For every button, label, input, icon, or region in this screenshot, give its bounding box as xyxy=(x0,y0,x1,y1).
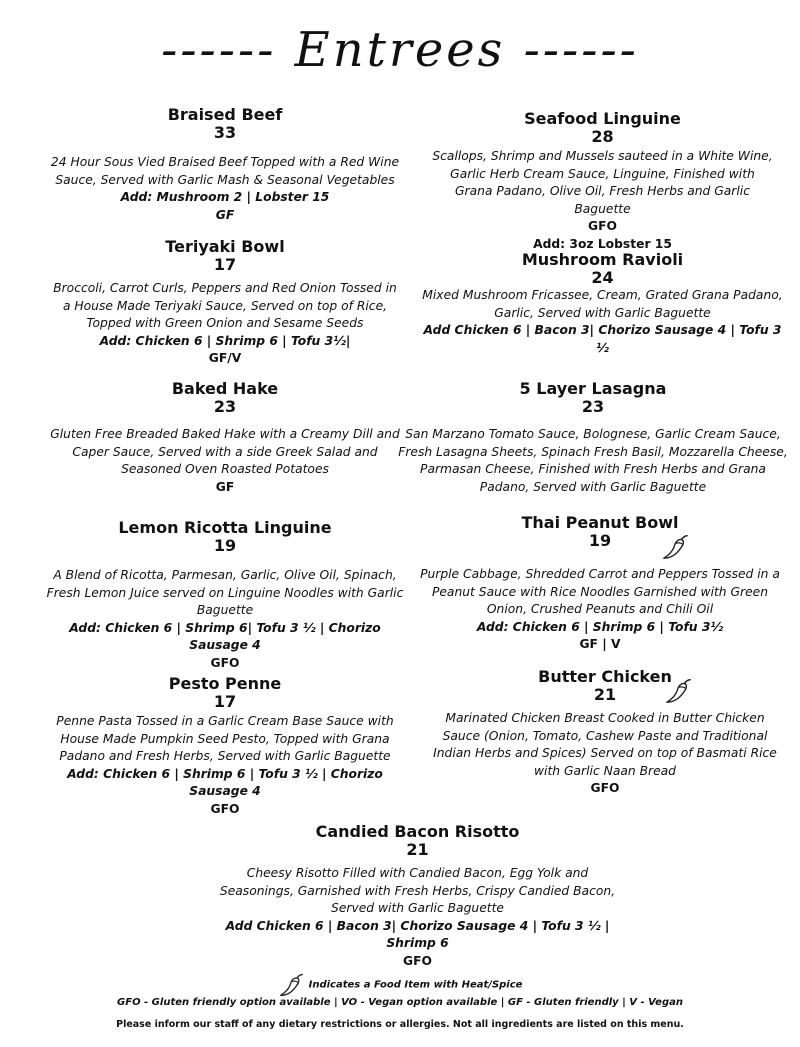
item-description: Gluten Free Breaded Baked Hake with a Creamy Dill and Caper Sauce, Served with a side Greek Salad and Seasoned Oven Roasted Potatoes xyxy=(50,427,400,477)
item-description: Scallops, Shrimp and Mussels sauteed in a White Wine, Garlic Herb Cream Sauce, Linguine, Finished with Grana Padano, Olive Oil, Fresh Herbs and Garlic Baguette xyxy=(432,149,773,216)
item-tags: GF/V xyxy=(208,351,242,366)
item-price: 24 xyxy=(591,268,614,287)
item-add-ons: Add: Chicken 6 | Shrimp 6 | Tofu 3 ½ | Chorizo Sausage 4 xyxy=(67,766,383,799)
page-title: ------ Entrees ------ xyxy=(161,22,639,78)
item-price: 17 xyxy=(213,692,237,711)
item-add-ons: Add Chicken 6 | Bacon 3| Chorizo Sausage 4 | Tofu 3 ½ | Shrimp 6 xyxy=(225,918,610,951)
allergy-notice: Please inform our staff of any dietary restrictions or allergies. Not all ingredients are listed on this menu. xyxy=(116,1019,684,1030)
item-price: 17 xyxy=(213,255,237,274)
item-price: 23 xyxy=(213,397,237,416)
menu-item-lemon-ricotta-linguine xyxy=(45,519,405,673)
chili-pepper-icon xyxy=(661,533,689,561)
item-name: Lemon Ricotta Linguine xyxy=(118,518,332,537)
item-description: Purple Cabbage, Shredded Carrot and Peppers Tossed in a Peanut Sauce with Rice Noodles Garnished with Green Onion, Crushed Peanuts and Chili Oil xyxy=(420,567,780,617)
menu-item-5-layer-lasagna xyxy=(398,380,788,496)
item-price: 21 xyxy=(406,840,429,859)
menu-item-teriyaki-bowl xyxy=(50,238,400,368)
item-price: 19 xyxy=(588,531,612,550)
item-description: Penne Pasta Tossed in a Garlic Cream Base Sauce with House Made Pumpkin Seed Pesto, Topped with Grana Padano and Fresh Herbs, Served with Garlic Baguette xyxy=(56,714,394,764)
item-tags: GFO xyxy=(403,953,432,968)
menu-item-braised-beef xyxy=(50,106,400,224)
item-description: San Marzano Tomato Sauce, Bolognese, Garlic Cream Sauce, Fresh Lasagna Sheets, Spinach Fresh Basil, Mozzarella Cheese, Parmasan Cheese, Finished with Fresh Herbs and Grana Padano, Served with Garlic Baguette xyxy=(398,427,788,494)
menu-item-seafood-linguine xyxy=(430,110,775,254)
item-name: Pesto Penne xyxy=(168,674,282,693)
item-name: Mushroom Ravioli xyxy=(521,250,684,269)
item-description: Cheesy Risotto Filled with Candied Bacon, Egg Yolk and Seasonings, Garnished with Fresh Herbs, Crispy Candied Bacon, Served with Garlic Baguette xyxy=(219,866,616,916)
item-tags: GFO xyxy=(210,801,240,816)
chili-pepper-icon xyxy=(278,972,304,998)
dietary-legend: GFO - Gluten friendly option available | VO - Vegan option available | GF - Gluten friendly | V - Vegan xyxy=(117,997,683,1008)
item-name: Baked Hake xyxy=(171,379,279,398)
item-tags: GF | V xyxy=(579,637,621,652)
item-price: 33 xyxy=(213,123,237,142)
item-add-ons: Add: 3oz Lobster 15 xyxy=(533,236,672,251)
item-tags: GFO xyxy=(210,655,240,670)
item-description: A Blend of Ricotta, Parmesan, Garlic, Olive Oil, Spinach, Fresh Lemon Juice served on Linguine Noodles with Garlic Baguette xyxy=(46,568,404,618)
item-tags: GFO xyxy=(590,781,620,796)
item-tags: GF xyxy=(215,207,235,222)
item-price: 21 xyxy=(593,685,617,704)
item-name: Butter Chicken xyxy=(538,667,672,686)
item-add-ons: Add Chicken 6 | Bacon 3| Chorizo Sausage 4 | Tofu 3 ½ xyxy=(423,323,782,355)
item-description: 24 Hour Sous Vied Braised Beef Topped with a Red Wine Sauce, Served with Garlic Mash & Seasonal Vegetables xyxy=(50,155,400,187)
menu-item-thai-peanut-bowl xyxy=(420,514,780,654)
chili-pepper-icon xyxy=(664,677,692,705)
item-name: 5 Layer Lasagna xyxy=(519,379,667,398)
item-name: Braised Beef xyxy=(167,105,283,124)
item-tags: GFO xyxy=(588,219,617,234)
menu-item-baked-hake xyxy=(50,380,400,496)
spice-legend-text: Indicates a Food Item with Heat/Spice xyxy=(308,979,523,991)
item-description: Marinated Chicken Breast Cooked in Butter Chicken Sauce (Onion, Tomato, Cashew Paste and Traditional Indian Herbs and Spices) Served on top of Basmati Rice with Garlic Naan Bread xyxy=(433,711,777,778)
menu-item-mushroom-ravioli xyxy=(420,251,785,357)
spice-legend xyxy=(0,972,800,998)
item-add-ons: Add: Chicken 6 | Shrimp 6| Tofu 3 ½ | Chorizo Sausage 4 xyxy=(69,620,381,653)
item-price: 19 xyxy=(213,536,237,555)
item-name: Teriyaki Bowl xyxy=(165,237,285,256)
item-price: 28 xyxy=(591,127,614,146)
item-tags: GF xyxy=(215,479,235,494)
item-description: Mixed Mushroom Fricassee, Cream, Grated Grana Padano, Garlic, Served with Garlic Baguette xyxy=(422,288,783,320)
item-price: 23 xyxy=(581,397,605,416)
item-name: Seafood Linguine xyxy=(524,109,681,128)
item-add-ons: Add: Chicken 6 | Shrimp 6 | Tofu 3½| xyxy=(99,333,351,348)
item-name: Candied Bacon Risotto xyxy=(315,822,520,841)
item-description: Broccoli, Carrot Curls, Peppers and Red Onion Tossed in a House Made Teriyaki Sauce, Served on top of Rice, Topped with Green Onion and Sesame Seeds xyxy=(53,281,397,331)
menu-item-candied-bacon-risotto xyxy=(205,823,630,971)
menu-item-butter-chicken xyxy=(425,668,785,798)
item-add-ons: Add: Chicken 6 | Shrimp 6 | Tofu 3½ xyxy=(476,619,724,634)
item-add-ons: Add: Mushroom 2 | Lobster 15 xyxy=(120,190,330,205)
item-name: Thai Peanut Bowl xyxy=(521,513,679,532)
menu-item-pesto-penne xyxy=(55,675,395,819)
